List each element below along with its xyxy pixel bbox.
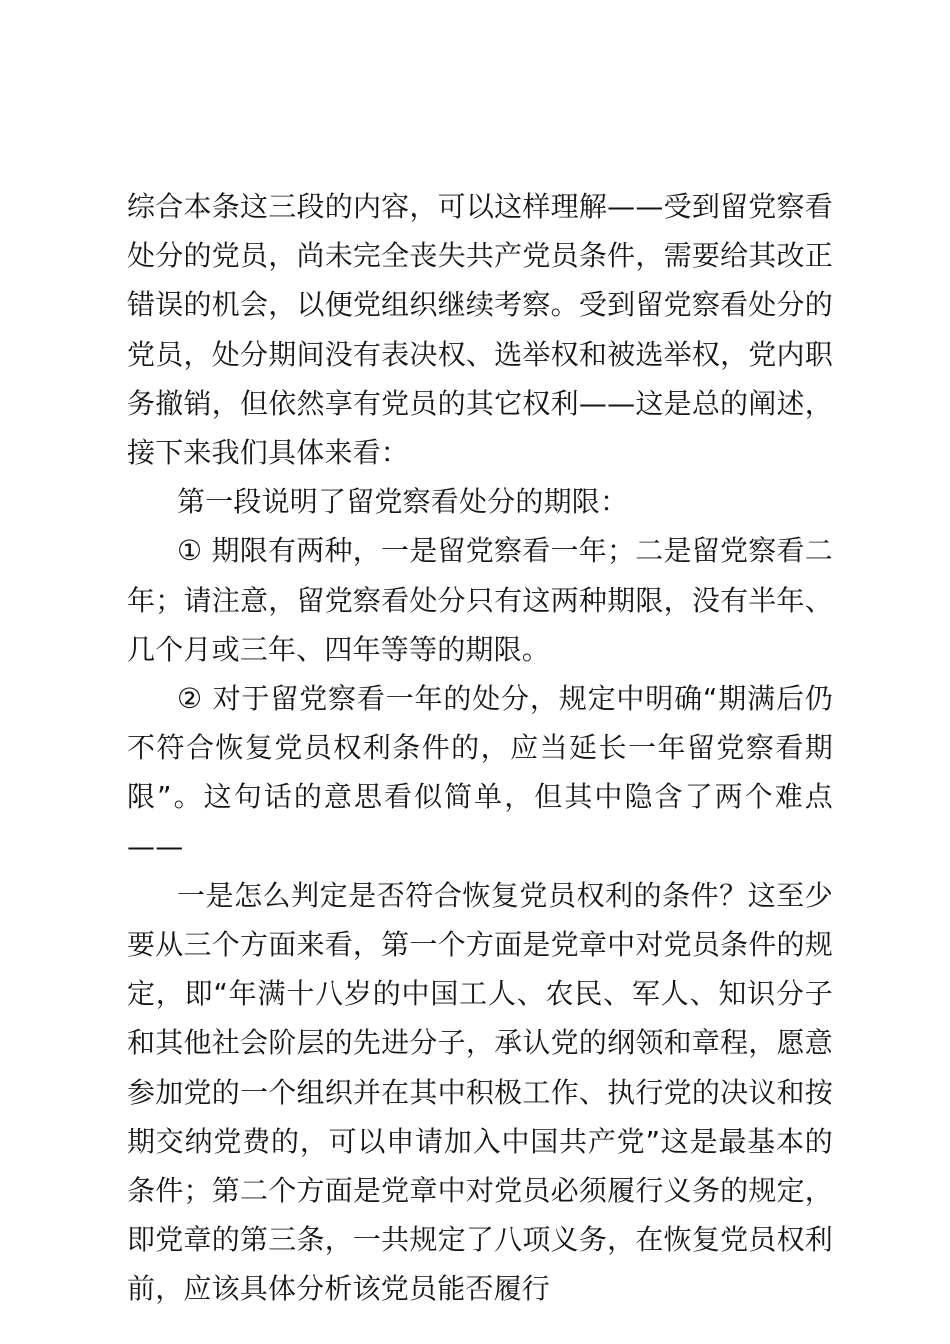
document-body [127,182,833,1314]
paragraph-point-two: ② 对于留党察看一年的处分，规定中明确“期满后仍不符合恢复党员权利条件的，应当延长一年留党察看期限”。这句话的意思看似简单，但其中隐含了两个难点—— [127,682,833,863]
paragraph-difficulty-one: 一是怎么判定是否符合恢复党员权利的条件？这至少要从三个方面来看，第一个方面是党章中对党员条件的规定，即“年满十八岁的中国工人、农民、军人、知识分子和其他社会阶层的先进分子，承认党的纲领和章程，愿意参加党的一个组织并在其中积极工作、执行党的决议和按期交纳党费的，可以申请加入中国共产党”这是最基本的条件；第二个方面是党章中对党员必须履行义务的规定，即党章的第三条，一共规定了八项义务，在恢复党员权利前，应该具体分析该党员能否履行 [127,878,833,1306]
paragraph-first-section: 第一段说明了留党察看处分的期限： [177,485,629,519]
paragraph-summary: 综合本条这三段的内容，可以这样理解——受到留党察看处分的党员，尚未完全丧失共产党员条件，需要给其改正错误的机会，以便党组织继续考察。受到留党察看处分的党员，处分期间没有表决权、选举权和被选举权，党内职务撤销，但依然享有党员的其它权利——这是总的阐述，接下来我们具体来看： [127,190,833,470]
paragraph-point-one: ① 期限有两种，一是留党察看一年；二是留党察看二年；请注意，留党察看处分只有这两种期限，没有半年、几个月或三年、四年等等的期限。 [127,534,833,666]
